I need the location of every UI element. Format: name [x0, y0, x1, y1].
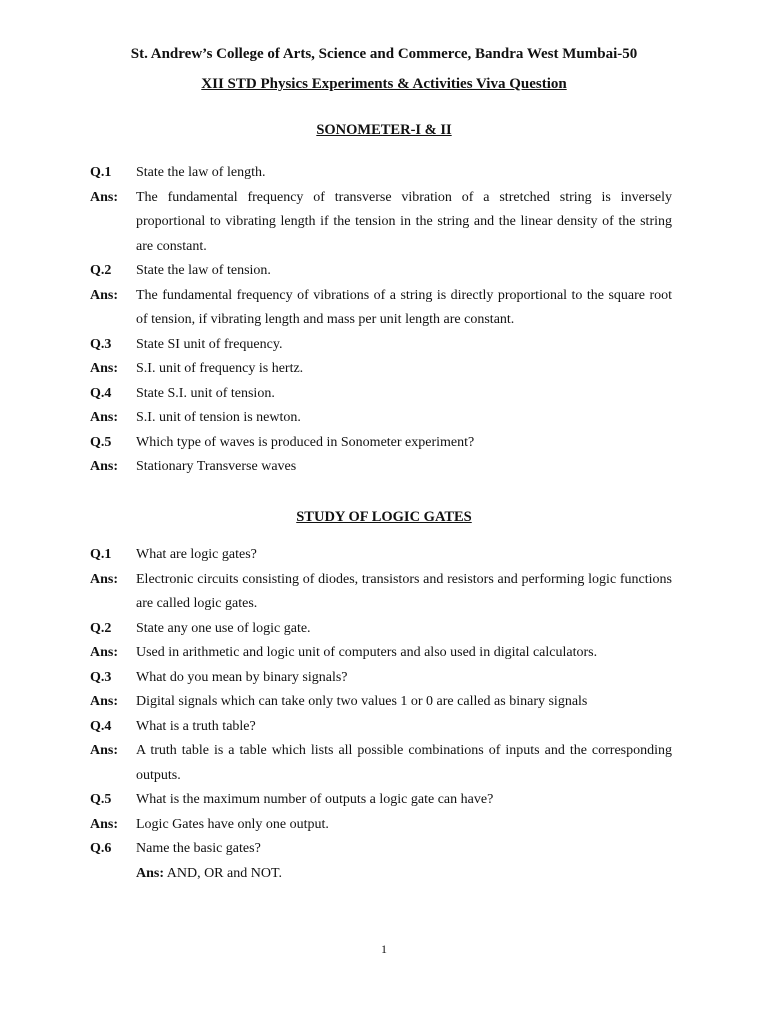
answer-text: A truth table is a table which lists all possible combinations of inputs and the corresponding outputs.: [136, 743, 672, 783]
answer-row: [90, 406, 672, 431]
question-row: [90, 617, 672, 642]
answer-text: The fundamental frequency of vibrations of a string is directly proportional to the square root of tension, if vibrating length and mass per unit length are constant.: [136, 287, 672, 327]
page-number: 1: [381, 942, 387, 956]
question-label: Q.4: [90, 718, 112, 734]
question-row: [90, 382, 672, 407]
answer-text: Electronic circuits consisting of diodes, transistors and resistors and performing logic functions are called logic gates.: [136, 571, 672, 611]
question-row: [90, 259, 672, 284]
question-text: Which type of waves is produced in Sonometer experiment?: [136, 434, 475, 450]
answer-row: [90, 284, 672, 333]
answer-label: Ans:: [90, 694, 119, 709]
qa-list-sonometer: [90, 161, 672, 480]
question-text: What is the maximum number of outputs a logic gate can have?: [136, 792, 494, 807]
answer-row: [90, 813, 672, 838]
answer-text: S.I. unit of tension is newton.: [136, 410, 301, 425]
answer-label: Ans:: [90, 743, 119, 758]
question-label: Q.5: [90, 792, 112, 807]
section-title-logic-gates: STUDY OF LOGIC GATES: [296, 509, 472, 525]
question-text: What are logic gates?: [136, 547, 257, 562]
answer-text: Digital signals which can take only two values 1 or 0 are called as binary signals: [136, 694, 588, 709]
answer-row: [90, 641, 672, 666]
final-answer-row: [90, 862, 672, 887]
question-row: [90, 666, 672, 691]
answer-label: Ans:: [90, 410, 119, 425]
question-row: [90, 837, 672, 862]
answer-text: Stationary Transverse waves: [136, 459, 297, 474]
question-row: [90, 788, 672, 813]
answer-text: The fundamental frequency of transverse vibration of a stretched string is inversely proportional to vibrating length if the tension in the string and the linear density of the string are constant.: [136, 189, 672, 254]
question-label: Q.5: [90, 434, 112, 450]
question-label: Q.3: [90, 669, 112, 685]
question-label: Q.4: [90, 385, 112, 401]
question-text: Name the basic gates?: [136, 841, 261, 856]
question-text: State the law of tension.: [136, 263, 271, 278]
section-title-sonometer: SONOMETER-I & II: [316, 122, 452, 138]
question-label: Q.3: [90, 336, 112, 352]
qa-list-logic-gates: [90, 543, 672, 886]
question-text: What is a truth table?: [136, 718, 256, 734]
college-name: St. Andrew’s College of Arts, Science and Commerce, Bandra West Mumbai-50: [130, 46, 638, 62]
answer-row: [90, 739, 672, 788]
question-row: [90, 543, 672, 568]
question-label: Q.1: [90, 547, 112, 562]
question-label: Q.2: [90, 263, 112, 278]
answer-row: [90, 357, 672, 382]
answer-label: Ans:: [90, 571, 119, 587]
answer-text: Logic Gates have only one output.: [136, 816, 329, 832]
answer-label: Ans:: [90, 361, 119, 376]
answer-text: Used in arithmetic and logic unit of computers and also used in digital calculators.: [136, 645, 598, 660]
document-subtitle: XII STD Physics Experiments & Activities Viva Question: [201, 76, 567, 92]
question-text: State any one use of logic gate.: [136, 620, 311, 636]
question-text: What do you mean by binary signals?: [136, 669, 348, 685]
answer-label: Ans:: [90, 459, 119, 474]
answer-label: Ans:: [136, 865, 165, 881]
question-label: Q.1: [90, 165, 112, 180]
answer-label: Ans:: [90, 287, 119, 303]
question-text: State SI unit of frequency.: [136, 336, 283, 352]
question-label: Q.2: [90, 620, 112, 636]
answer-row: [90, 568, 672, 617]
answer-text: AND, OR and NOT.: [164, 865, 282, 881]
answer-label: Ans:: [90, 816, 119, 832]
question-row: [90, 161, 672, 186]
answer-label: Ans:: [90, 645, 119, 660]
question-label: Q.6: [90, 841, 112, 856]
question-text: State the law of length.: [136, 165, 266, 180]
answer-row: [90, 690, 672, 715]
question-row: [90, 431, 672, 456]
answer-text: S.I. unit of frequency is hertz.: [136, 361, 304, 376]
answer-row: [90, 455, 672, 480]
answer-row: [90, 186, 672, 260]
question-text: State S.I. unit of tension.: [136, 385, 275, 401]
answer-label: Ans:: [90, 189, 119, 205]
question-row: [90, 715, 672, 740]
question-row: [90, 333, 672, 358]
